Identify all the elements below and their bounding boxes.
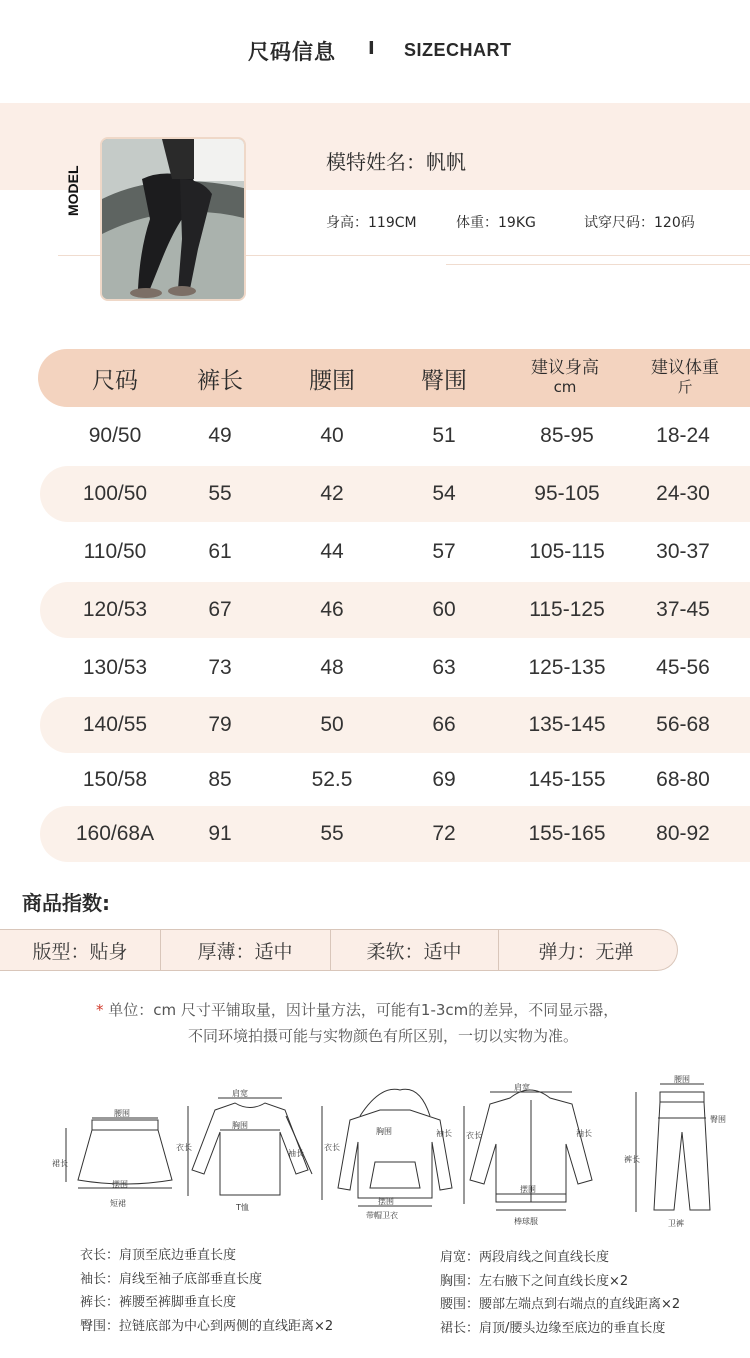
table-cell: 40 xyxy=(320,424,344,447)
table-cell: 115-125 xyxy=(529,598,605,621)
table-cell: 135-145 xyxy=(528,713,606,736)
garment-name: 棒球服 xyxy=(514,1217,538,1226)
table-cell: 105-115 xyxy=(529,540,605,563)
table-cell: 52.5 xyxy=(311,768,353,791)
garment-label: 袖长 xyxy=(576,1129,592,1138)
garment-label: 衣长 xyxy=(176,1143,192,1152)
garment-label: 袖长 xyxy=(288,1149,304,1158)
divider-line xyxy=(446,264,750,265)
table-cell: 57 xyxy=(432,540,456,563)
index-fit: 版型：贴身 xyxy=(32,940,128,963)
model-name: 模特姓名：帆帆 xyxy=(326,150,466,174)
table-cell: 66 xyxy=(432,713,456,736)
col-header-unit: cm xyxy=(553,378,577,396)
definition-item: 臀围：拉链底部为中心到两侧的直线距离×2 xyxy=(80,1319,334,1334)
col-header-label: 臀围 xyxy=(421,367,467,394)
note-star: * xyxy=(96,1001,104,1019)
table-cell: 44 xyxy=(320,540,344,563)
table-cell: 68-80 xyxy=(656,768,710,791)
table-cell: 130/53 xyxy=(82,656,148,679)
garment-label: 裙长 xyxy=(52,1159,68,1168)
col-header-waist xyxy=(282,349,382,407)
col-header-hip xyxy=(394,349,494,407)
definition-item: 腰围：腰部左端点到右端点的直线距离×2 xyxy=(440,1297,681,1312)
definition-item: 袖长：肩线至袖子底部垂直长度 xyxy=(80,1272,263,1287)
hoodie-diagram xyxy=(322,1089,452,1206)
pants-diagram xyxy=(636,1084,710,1212)
garment-label: 臀围 xyxy=(710,1115,726,1124)
garment-name: 带帽卫衣 xyxy=(366,1211,398,1220)
table-cell: 100/50 xyxy=(82,482,148,505)
table-cell: 85 xyxy=(208,768,232,791)
table-cell: 51 xyxy=(432,424,456,447)
garment-label: 摆围 xyxy=(112,1180,128,1189)
model-badge-text: MODEL xyxy=(65,165,81,216)
col-header-label: 建议体重 xyxy=(651,358,719,378)
table-cell: 49 xyxy=(208,424,232,447)
garment-name: T恤 xyxy=(236,1203,249,1212)
table-cell: 50 xyxy=(320,713,344,736)
table-cell: 91 xyxy=(208,822,232,845)
garment-label: 肩宽 xyxy=(232,1089,248,1098)
definition-item: 裙长：肩顶/腰头边缘至底边的垂直长度 xyxy=(440,1321,666,1336)
index-softness: 柔软：适中 xyxy=(366,940,462,963)
table-cell: 61 xyxy=(208,540,232,563)
table-cell: 60 xyxy=(432,598,456,621)
table-cell: 160/68A xyxy=(75,822,155,845)
table-cell: 48 xyxy=(320,656,344,679)
col-header-size xyxy=(62,349,168,407)
table-cell: 145-155 xyxy=(528,768,606,791)
table-cell: 42 xyxy=(320,482,344,505)
col-header-height xyxy=(510,349,620,407)
title-separator: I xyxy=(368,38,375,59)
garment-label: 裤长 xyxy=(624,1155,640,1164)
model-photo xyxy=(100,137,246,301)
col-header-unit: 斤 xyxy=(677,378,693,396)
garment-label: 胸围 xyxy=(232,1121,248,1130)
garment-label: 衣长 xyxy=(466,1131,482,1140)
garment-name: 卫裤 xyxy=(668,1219,684,1228)
page-title: 尺码信息 xyxy=(248,40,336,64)
tshirt-diagram xyxy=(188,1098,312,1196)
table-cell: 55 xyxy=(320,822,344,845)
col-header-length xyxy=(170,349,270,407)
table-cell: 63 xyxy=(432,656,456,679)
page-title-english: SIZECHART xyxy=(404,40,512,60)
table-cell: 67 xyxy=(208,598,232,621)
garment-diagrams xyxy=(40,1070,740,1230)
definition-item: 裤长：裤腰至裤脚垂直长度 xyxy=(80,1295,237,1310)
table-cell: 55 xyxy=(208,482,232,505)
definition-item: 衣长：肩顶至底边垂直长度 xyxy=(80,1248,237,1263)
table-cell: 120/53 xyxy=(82,598,148,621)
table-cell: 69 xyxy=(432,768,456,791)
skirt-diagram xyxy=(66,1118,172,1188)
table-cell: 150/58 xyxy=(82,768,148,791)
table-cell: 90/50 xyxy=(88,424,142,447)
definition-item: 肩宽：两段肩线之间直线长度 xyxy=(440,1250,610,1265)
note-line-2: 不同环境拍摄可能与实物颜色有所区别，一切以实物为准。 xyxy=(188,1027,579,1045)
table-cell: 140/55 xyxy=(82,713,148,736)
garment-label: 腰围 xyxy=(114,1109,130,1118)
table-cell: 73 xyxy=(208,656,232,679)
table-cell: 24-30 xyxy=(656,482,710,505)
garment-label: 胸围 xyxy=(376,1127,392,1136)
table-cell: 37-45 xyxy=(656,598,710,621)
table-cell: 18-24 xyxy=(656,424,710,447)
table-cell: 45-56 xyxy=(656,656,710,679)
index-thickness: 厚薄：适中 xyxy=(197,940,293,963)
model-badge xyxy=(52,158,92,218)
garment-label: 袖长 xyxy=(436,1129,452,1138)
definition-item: 胸围：左右腋下之间直线长度×2 xyxy=(440,1274,629,1289)
note-text: 单位：cm 尺寸平铺取量，因计量方法，可能有1-3cm的差异，不同显示器， xyxy=(108,1001,619,1019)
table-cell: 79 xyxy=(208,713,232,736)
table-cell: 80-92 xyxy=(656,822,710,845)
note-line-1 xyxy=(96,999,618,1020)
model-height: 身高：119CM xyxy=(326,215,417,231)
table-cell: 54 xyxy=(432,482,456,505)
model-weight: 体重：19KG xyxy=(456,215,536,231)
table-cell: 72 xyxy=(432,822,456,845)
table-cell: 56-68 xyxy=(656,713,710,736)
garment-name: 短裙 xyxy=(110,1199,126,1208)
table-cell: 46 xyxy=(320,598,344,621)
garment-label: 衣长 xyxy=(324,1143,340,1152)
table-cell: 155-165 xyxy=(528,822,606,845)
index-elasticity: 弹力：无弹 xyxy=(538,940,634,963)
product-index-title: 商品指数: xyxy=(22,891,110,915)
garment-label: 摆围 xyxy=(520,1185,536,1194)
model-trial-size: 试穿尺码：120码 xyxy=(584,215,695,231)
table-cell: 85-95 xyxy=(540,424,594,447)
col-header-weight xyxy=(630,349,740,407)
garment-label: 摆围 xyxy=(378,1197,394,1206)
table-cell: 95-105 xyxy=(534,482,600,505)
table-cell: 30-37 xyxy=(656,540,710,563)
col-header-label: 腰围 xyxy=(309,367,355,394)
garment-label: 肩宽 xyxy=(514,1083,530,1092)
garment-label: 腰围 xyxy=(674,1075,690,1084)
col-header-label: 建议身高 xyxy=(531,358,599,378)
table-cell: 125-135 xyxy=(528,656,606,679)
table-cell: 110/50 xyxy=(83,540,147,563)
col-header-label: 裤长 xyxy=(197,367,243,394)
col-header-label: 尺码 xyxy=(92,367,138,394)
